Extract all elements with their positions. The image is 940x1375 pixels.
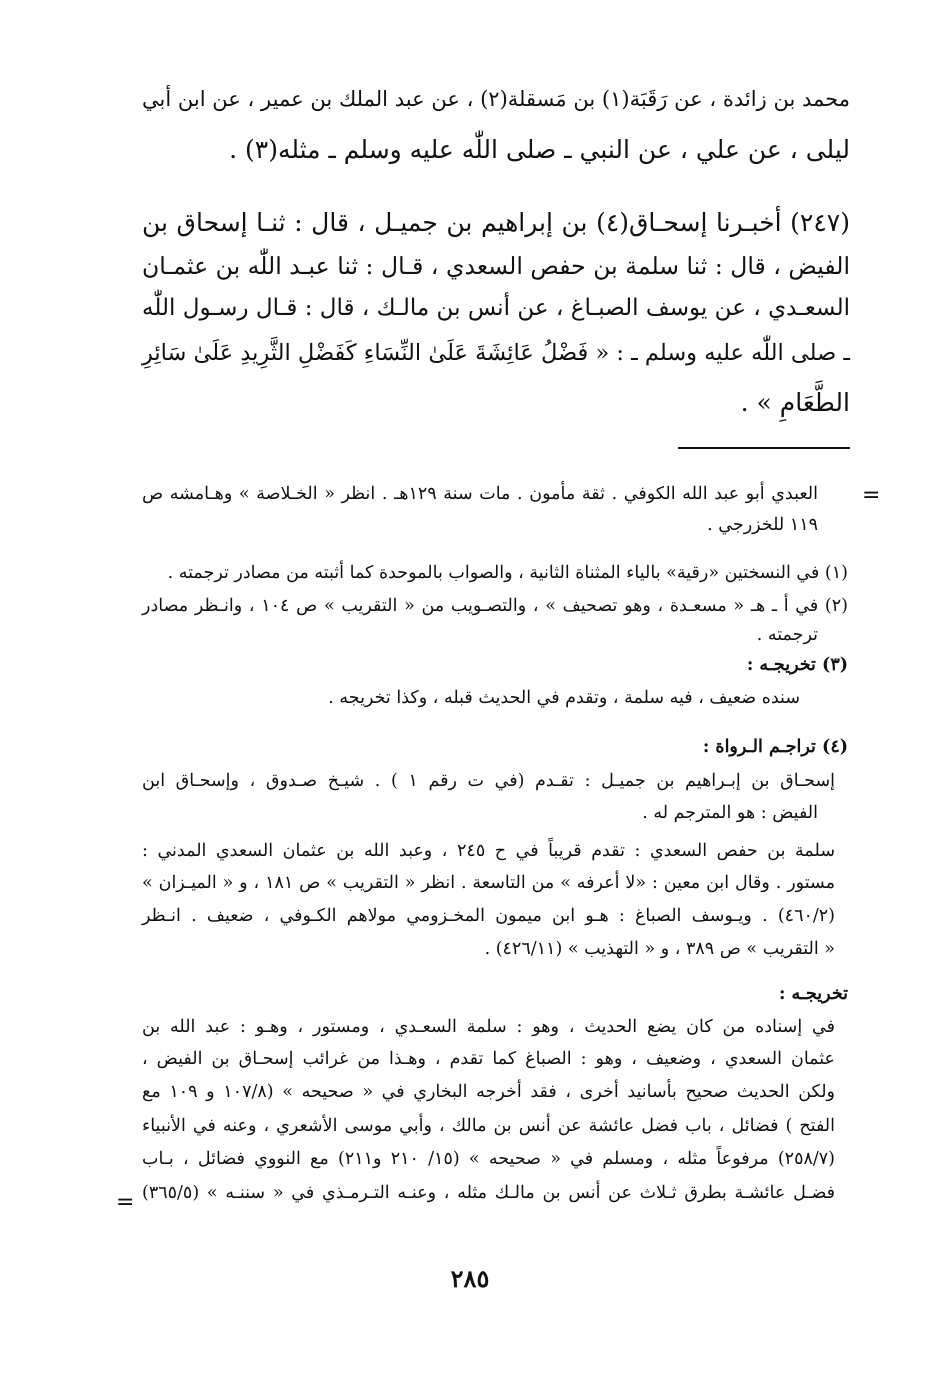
end-marker: = [116,1190,135,1215]
continuation-marker: = [862,483,881,508]
footnote-line: ١١٩ للخزرجي . [707,515,818,535]
text-line: ـ صلى اللّٰه عليه وسلم ـ : « فَضْلُ عَائِشَةَ عَلَىٰ النِّسَاءِ كَفَضْلِ الثَّرِيدِ عَلَىٰ سَائِرِ [142,340,850,366]
footnote-separator [678,447,850,449]
footnote-line: عثمان السعدي ، وضعيف ، وهو : الصباغ كما تقدم ، وهـذا من غرائب إسحـاق بن الفيض ، [142,1049,835,1069]
hadith-number-line: (٢٤٧) أخبـرنا إسحـاق(٤) بن إبراهيم بن جميـل ، قال : ثنـا إسحاق بن [142,208,850,237]
footnote-line: مستور . وقال ابن معين : «لا أعرفه » من التاسعة . انظر « التقريب » ص ١٨١ ، و « الميـزان » [142,873,835,893]
footnote-2: (٢) في أ ـ هـ « مسعـدة ، وهو تصحيف » ، والتصـويب من « التقريب » ص ١٠٤ ، وانـظر مصادر [142,596,848,616]
footnote-line: ولكن الحديث صحيح بأسانيد أخرى ، فقد أخرجه البخاري في « صحيحه » (١٠٧/٨ و ١٠٩ مع [142,1082,835,1102]
text-line: الفيض ، قال : ثنا سلمة بن حفص السعدي ، قـال : ثنا عبـد اللّٰه بن عثمـان [142,252,850,280]
footnote-line: فضـل عائشـة بطرق ثـلاث عن أنس بن مالـك مثله ، وعنـه التـرمـذي في « سننـه » (٣٦٥/٥) [142,1183,835,1203]
footnote-3-text: سنده ضعيف ، فيه سلمة ، وتقدم في الحديث قبله ، وكذا تخريجه . [328,688,800,708]
text-line: ليلى ، عن علي ، عن النبي ـ صلى اللّٰه عليه وسلم ـ مثله(٣) . [229,135,850,164]
text-line: السعـدي ، عن يوسف الصبـاغ ، عن أنس بن مالـك ، قال : قـال رسـول اللّٰه [142,295,850,321]
footnote-line: « التقريب » ص ٣٨٩ ، و « التهذيب » (٤٢٦/١١) . [484,939,835,959]
footnote-line: سلمة بن حفص السعدي : تقدم قريباً في ح ٢٤٥ ، وعبد الله بن عثمان السعدي المدني : [142,841,835,861]
footnote-line: في إسناده من كان يضع الحديث ، وهو : سلمة السعـدي ، ومستور ، وهـو : عبد الله بن [142,1017,835,1037]
page-number: ٢٨٥ [450,1264,490,1293]
footnote-3-heading: (٣) تخريجـه : [746,655,848,675]
text-line: محمد بن زائدة ، عن رَقَبَة(١) بن مَسقلة(٢) ، عن عبد الملك بن عمير ، عن ابن أبي [142,86,851,111]
footnote-line: الفيض : هو المترجم له . [642,803,818,823]
footnote-line: (٤٦٠/٢) . ويـوسف الصباغ : هـو ابن ميمون المخـزومي مولاهم الكـوفي ، ضعيف . انـظر [142,906,835,926]
takhrij-heading: تخريجـه : [778,984,848,1004]
footnote-4-heading: (٤) تراجـم الـرواة : [702,737,848,757]
text-line: الطَّعَامِ » . [740,388,850,417]
footnote-line: (٢٥٨/٧) مرفوعاً مثله ، ومسلم في « صحيحه » (١٥/ ٢١٠ و٢١١) مع النووي فضائل ، بـاب [142,1149,835,1169]
footnote-1: (١) في النسختين «رقية» بالياء المثناة الثانية ، والصواب بالموحدة كما أثبته من مصادر ترجمته . [167,563,848,583]
footnote-line: ترجمته . [756,625,818,645]
footnote-line: العبدي أبو عبد الله الكوفي . ثقة مأمون . مات سنة ١٢٩هـ . انظر « الخـلاصة » وهـامشه ص [142,484,818,504]
footnote-line: إسحـاق بن إبـراهيم بن جميـل : تقـدم (في ت رقم ١ ) . شيـخ صـدوق ، وإسحـاق ابن [142,771,835,791]
footnote-line: الفتح ) فضائل ، باب فضل عائشة عن أنس بن مالك ، وأبي موسى الأشعري ، وعنه في الأنبياء [142,1116,835,1136]
